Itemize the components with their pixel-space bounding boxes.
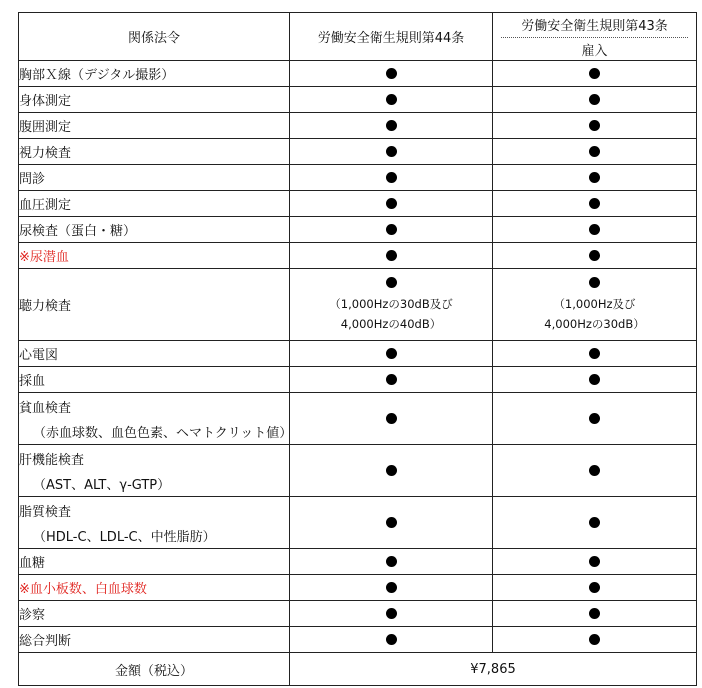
mark-article-43: [493, 191, 697, 217]
mark-article-44: [290, 61, 493, 87]
filled-circle-icon: [589, 634, 600, 645]
mark-article-43: [493, 139, 697, 165]
item-name: 腹囲測定: [19, 120, 72, 135]
table-row: [19, 243, 697, 269]
mark-article-44: [290, 497, 493, 549]
item-name: 血糖: [19, 556, 46, 571]
item-name: 視力検査: [19, 146, 72, 161]
item-name: 尿検査（蛋白・糖）: [19, 224, 137, 239]
mark-article-44: [290, 113, 493, 139]
table-row: [19, 393, 697, 445]
header-article-43-sub: 雇入: [581, 43, 608, 59]
filled-circle-icon: [589, 172, 600, 183]
table-row: [19, 497, 697, 549]
hearing-threshold-note: （1,000Hzの30dB及び: [329, 297, 453, 311]
item-name: 肝機能検査: [19, 452, 85, 468]
filled-circle-icon: [386, 94, 397, 105]
filled-circle-icon: [589, 465, 600, 476]
filled-circle-icon: [589, 250, 600, 261]
header-article-43-title: 労働安全衛生規則第43条: [501, 15, 688, 38]
mark-article-44: [290, 243, 493, 269]
table-row: [19, 627, 697, 653]
hearing-threshold-note-line2: 4,000Hzの30dB）: [544, 317, 645, 331]
mark-article-43: [493, 113, 697, 139]
mark-article-44: [290, 601, 493, 627]
item-label: [19, 217, 290, 243]
filled-circle-icon: [589, 198, 600, 209]
filled-circle-icon: [589, 556, 600, 567]
mark-article-44: [290, 445, 493, 497]
table-row: [19, 445, 697, 497]
filled-circle-icon: [386, 608, 397, 619]
header-related-law: 関係法令: [19, 13, 290, 61]
item-label: [19, 243, 290, 269]
item-name: 問診: [19, 172, 46, 187]
filled-circle-icon: [589, 413, 600, 424]
item-name: 血圧測定: [19, 198, 72, 213]
header-row: [19, 13, 697, 61]
item-label: [19, 367, 290, 393]
mark-article-43: [493, 367, 697, 393]
filled-circle-icon: [589, 146, 600, 157]
table-row: [19, 269, 697, 341]
mark-article-43: [493, 165, 697, 191]
mark-article-44: [290, 191, 493, 217]
item-name: 聴力検査: [19, 299, 72, 314]
item-name: 貧血検査: [19, 400, 72, 416]
filled-circle-icon: [386, 556, 397, 567]
item-name: 脂質検査: [19, 504, 72, 520]
mark-article-43: [493, 243, 697, 269]
header-article-44: 労働安全衛生規則第44条: [290, 13, 493, 61]
item-label: [19, 61, 290, 87]
filled-circle-icon: [589, 374, 600, 385]
filled-circle-icon: [386, 413, 397, 424]
item-name: 胸部Ｘ線（デジタル撮影）: [19, 68, 175, 83]
mark-article-43: [493, 341, 697, 367]
mark-article-43: [493, 87, 697, 113]
table-row: [19, 139, 697, 165]
item-name: 採血: [19, 374, 46, 389]
filled-circle-icon: [386, 146, 397, 157]
table-row: [19, 601, 697, 627]
table-row: [19, 165, 697, 191]
filled-circle-icon: [386, 172, 397, 183]
item-label: [19, 269, 290, 341]
table-row: [19, 191, 697, 217]
item-label: [19, 139, 290, 165]
total-label: 金額（税込）: [19, 653, 290, 686]
filled-circle-icon: [386, 465, 397, 476]
mark-article-44: [290, 341, 493, 367]
table-body: [19, 61, 697, 653]
mark-article-43: [493, 549, 697, 575]
item-label: [19, 549, 290, 575]
filled-circle-icon: [589, 348, 600, 359]
item-label: [19, 575, 290, 601]
filled-circle-icon: [589, 608, 600, 619]
mark-article-44: [290, 549, 493, 575]
table-row: [19, 61, 697, 87]
mark-article-44: [290, 393, 493, 445]
table-row: [19, 341, 697, 367]
item-name: 総合判断: [19, 634, 72, 649]
filled-circle-icon: [589, 68, 600, 79]
filled-circle-icon: [386, 224, 397, 235]
table-row: [19, 87, 697, 113]
mark-article-44: [290, 575, 493, 601]
hearing-threshold-note-line2: 4,000Hzの40dB）: [340, 317, 442, 331]
item-label: [19, 87, 290, 113]
filled-circle-icon: [589, 517, 600, 528]
filled-circle-icon: [386, 634, 397, 645]
mark-article-44: [290, 87, 493, 113]
table-row: [19, 367, 697, 393]
filled-circle-icon: [589, 277, 600, 288]
total-row: [19, 653, 697, 686]
item-label: [19, 165, 290, 191]
item-name: ※尿潜血: [19, 250, 69, 265]
mark-article-43: [493, 393, 697, 445]
filled-circle-icon: [386, 250, 397, 261]
filled-circle-icon: [589, 94, 600, 105]
exam-items-table: [18, 12, 697, 686]
filled-circle-icon: [386, 517, 397, 528]
item-detail: （赤血球数、血色色素、ヘマトクリット値）: [33, 425, 293, 441]
table-row: [19, 217, 697, 243]
item-label: [19, 627, 290, 653]
filled-circle-icon: [386, 348, 397, 359]
filled-circle-icon: [589, 582, 600, 593]
filled-circle-icon: [386, 68, 397, 79]
mark-article-43: [493, 497, 697, 549]
filled-circle-icon: [589, 224, 600, 235]
item-name: 診察: [19, 608, 46, 623]
item-name: 心電図: [19, 348, 59, 363]
mark-article-43: [493, 575, 697, 601]
item-label: [19, 497, 290, 549]
mark-article-43: [493, 445, 697, 497]
table-row: [19, 575, 697, 601]
mark-article-44: [290, 367, 493, 393]
hearing-threshold-note-wrap: [290, 314, 492, 334]
mark-article-43: [493, 217, 697, 243]
hearing-threshold-note: （1,000Hz及び: [553, 297, 636, 311]
item-label: [19, 341, 290, 367]
mark-article-44: [290, 269, 493, 341]
item-label: [19, 393, 293, 445]
filled-circle-icon: [386, 120, 397, 131]
item-detail: （AST、ALT、γ-GTP）: [33, 477, 171, 493]
mark-article-44: [290, 165, 493, 191]
header-article-43: [493, 13, 697, 61]
filled-circle-icon: [589, 120, 600, 131]
mark-article-43: [493, 627, 697, 653]
filled-circle-icon: [386, 198, 397, 209]
mark-article-43: [493, 61, 697, 87]
table-row: [19, 549, 697, 575]
mark-article-43: [493, 601, 697, 627]
hearing-threshold-note-wrap: [493, 314, 696, 334]
item-label: [19, 445, 290, 497]
filled-circle-icon: [386, 374, 397, 385]
mark-article-44: [290, 217, 493, 243]
mark-article-44: [290, 627, 493, 653]
filled-circle-icon: [386, 582, 397, 593]
total-price: ¥7,865: [290, 653, 697, 686]
item-label: [19, 601, 290, 627]
item-detail: （HDL-C、LDL-C、中性脂肪）: [33, 529, 216, 545]
item-name: ※血小板数、白血球数: [19, 582, 147, 597]
mark-article-44: [290, 139, 493, 165]
filled-circle-icon: [386, 277, 397, 288]
item-label: [19, 191, 290, 217]
item-label: [19, 113, 290, 139]
mark-article-43: [493, 269, 697, 341]
item-name: 身体測定: [19, 94, 72, 109]
table-row: [19, 113, 697, 139]
